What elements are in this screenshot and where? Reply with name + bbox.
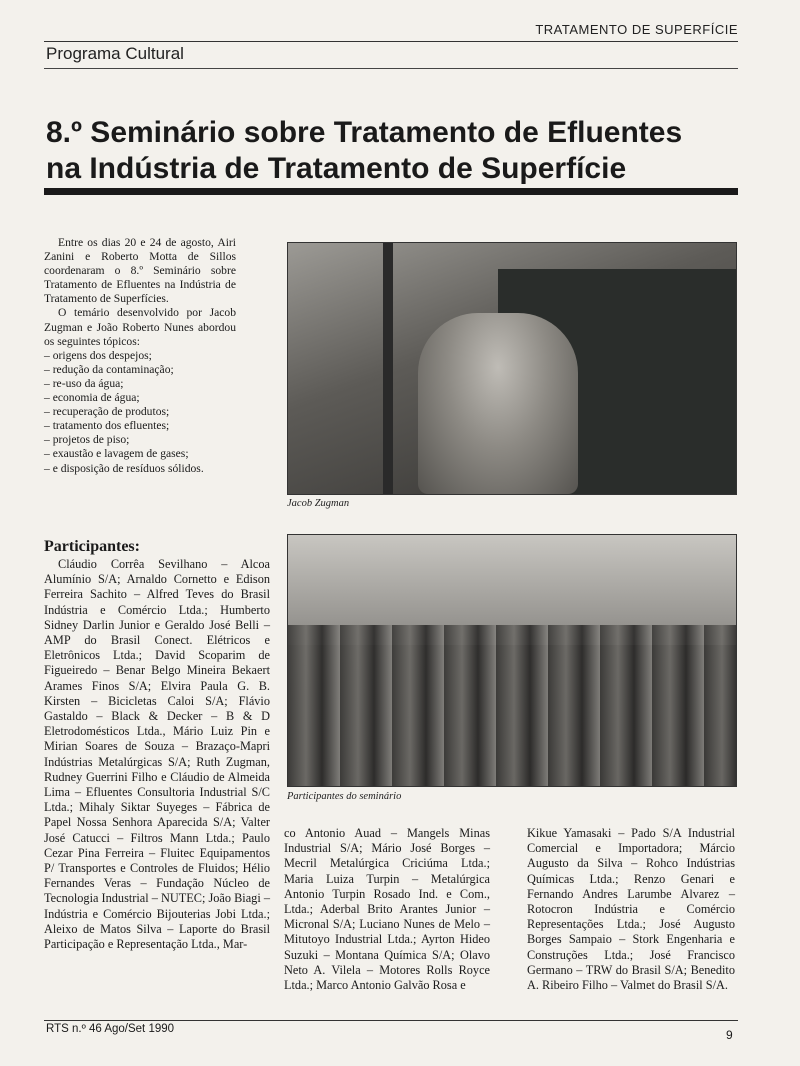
participants-column-2 — [284, 826, 490, 993]
topic-item: – recuperação de produtos; — [44, 405, 170, 419]
title-line-2: na Indústria de Tratamento de Superfície — [46, 152, 627, 185]
speaker-photo — [287, 242, 737, 495]
footer-rule — [44, 1020, 738, 1021]
participants-text-3: Kikue Yamasaki – Pado S/A Industrial Comercial e Importadora; Márcio Augusto da Silva – Rohco Indústrias Químicas Ltda.; Renzo Genari e Fernando Andres Larumbe Alvarez – Rotocron Indústria e Comércio Representações Ltda.; José Augusto Borges Sampaio – Stork Engenharia e Construções Ltda.; José Francisco Germano – TRW do Brasil S/A; Benedito A. Ribeiro Filho – Valmet do Brasil S/A. — [527, 826, 735, 993]
article-title — [46, 115, 746, 187]
intro-text — [44, 236, 236, 476]
topic-item: – origens dos despejos; — [44, 348, 152, 362]
intro-paragraph-2: O temário desenvolvido por Jacob Zugman e João Roberto Nunes abordou os seguintes tópicos: — [44, 306, 236, 348]
topic-item: – redução da contaminação; — [44, 362, 174, 376]
photo-caption-audience: Participantes do seminário — [287, 791, 402, 802]
topic-list — [44, 349, 236, 476]
participants-heading: Participantes: — [44, 538, 140, 555]
participants-column-1 — [44, 557, 270, 952]
door-frame — [383, 243, 393, 494]
section-header: TRATAMENTO DE SUPERFÍCIE — [535, 22, 738, 37]
audience-photo — [287, 534, 737, 787]
page-number: 9 — [726, 1028, 733, 1042]
topic-item: – projetos de piso; — [44, 433, 130, 447]
intro-paragraph-1: Entre os dias 20 e 24 de agosto, Airi Zanini e Roberto Motta de Sillos coordenaram o 8.º Seminário sobre Tratamento de Efluentes na Indústria de Tratamento de Superfícies. — [44, 236, 236, 306]
participants-text-2: co Antonio Auad – Mangels Minas Industrial S/A; Mário José Borges – Mecril Metalúrgica Criciúma Ltda.; Maria Luiza Turpin – Metalúrgica Antonio Turpin Rosado Ind. e Com., Ltda.; Aderbal Brito Arantes Junior – Micronal S/A; Luciano Nunes de Melo – Mitutoyo Industrial Ltda.; Ayrton Hideo Suzuki – Montana Química S/A; Olavo Neto A. Vilela – Motores Rolls Royce Ltda.; Marco Antonio Galvão Rosa e — [284, 826, 490, 993]
participants-column-3 — [527, 826, 735, 993]
category-rule — [44, 68, 738, 69]
audience-figures — [288, 625, 736, 786]
topic-item: – re-uso da água; — [44, 376, 124, 390]
title-line-1: 8.º Seminário sobre Tratamento de Efluentes — [46, 116, 683, 149]
photo-caption-speaker: Jacob Zugman — [287, 498, 350, 509]
topic-item: – e disposição de resíduos sólidos. — [44, 461, 204, 475]
top-rule — [44, 41, 738, 42]
category-label: Programa Cultural — [46, 44, 184, 63]
title-bar — [44, 188, 738, 195]
topic-item: – economia de água; — [44, 391, 140, 405]
topic-item: – tratamento dos efluentes; — [44, 419, 170, 433]
issue-info: RTS n.º 46 Ago/Set 1990 — [46, 1023, 175, 1035]
speaker-figure — [418, 313, 578, 494]
topic-item: – exaustão e lavagem de gases; — [44, 447, 189, 461]
participants-text-1: Cláudio Corrêa Sevilhano – Alcoa Alumínio S/A; Arnaldo Cornetto e Edison Ferreira Sachito – Alfred Teves do Brasil Indústria e Comércio Ltda.; Humberto Sidney Darlin Junior e Geraldo José Belli – AMP do Brasil Conect. Elétricos e Eletrônicos Ltda.; David Scoparim de Figueiredo – Benar Belgo Mineira Bekaert Arames Finos S/A; Elvira Paula G. B. Kirsten – Bicicletas Caloi S/A; Flávio Gastaldo – Black & Decker – B & D Eletrodomésticos Ltda., Mário Luiz Pin e Mirian Soares de Souza – Brazaço-Mapri Indústrias Metalúrgicas S/A; Ruth Zugman, Rudney Guerrini Filho e Cláudio de Almeida Lima – Efluentes Consultoria Industrial S/C Ltda.; Mihaly Siktar Suyeges – Fábrica de Papel Nossa Senhora Aparecida S/A; Valter José Catucci – Filtros Mann Ltda.; Paulo Cezar Pina Ferreira – Fluitec Equipamentos P/ Transportes e Controles de Fluidos; Hélio Fernandes Veras – Fundação Núcleo de Tecnologia Industrial – NUTEC; João Biagi – Indústria e Comércio Bijouterias Jobi Ltda.; Aleixo de Matos Silva – Laporte do Brasil Participação e Representação Ltda., Mar- — [44, 557, 270, 952]
